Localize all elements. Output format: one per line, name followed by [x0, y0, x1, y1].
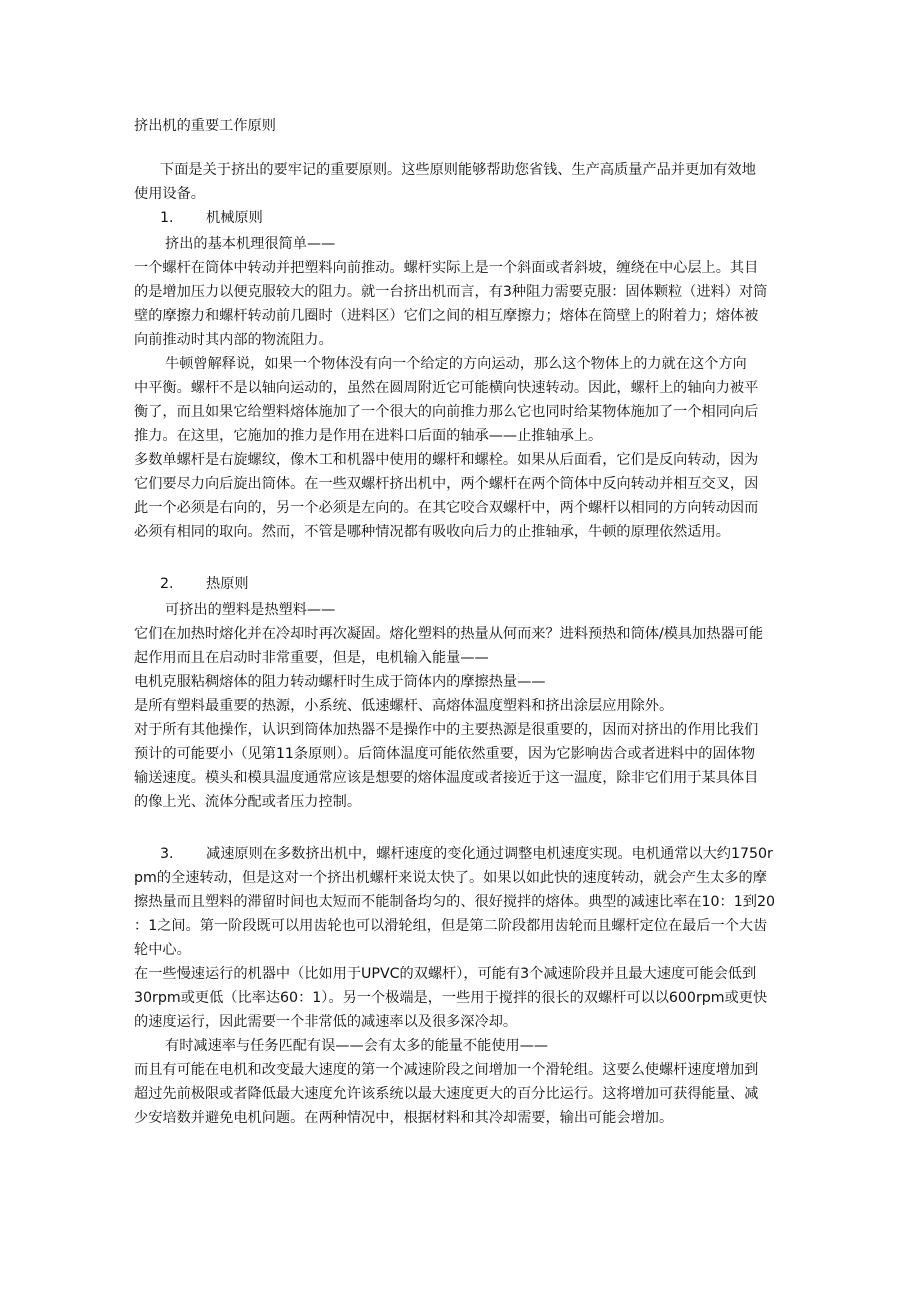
paragraph-line: ：1之间。第一阶段既可以用齿轮也可以滑轮组，但是第二阶段都用齿轮而且螺杆定位在最后一个大齿	[134, 918, 768, 934]
paragraph-line: 30rpm或更低（比率达60：1）。另一个极端是，一些用于搅拌的很长的双螺杆可以以600rpm或更快	[134, 990, 768, 1006]
section-first-line: 减速原则在多数挤出机中，螺杆速度的变化通过调整电机速度实现。电机通常以大约1750r	[206, 846, 773, 862]
section-1-heading	[134, 206, 814, 230]
paragraph-line: pm的全速转动，但是这对一个挤出机螺杆来说太快了。如果以如此快的速度转动，就会产生太多的摩	[134, 870, 767, 886]
paragraph-line: 而且有可能在电机和改变最大速度的第一个减速阶段之间增加一个滑轮组。这要么使螺杆速度增加到	[134, 1062, 759, 1078]
paragraph-line: 中平衡。螺杆不是以轴向运动的，虽然在圆周附近它可能横向快速转动。因此，螺杆上的轴向力被平	[134, 380, 759, 396]
section-title: 热原则	[206, 576, 249, 592]
paragraph-line: 一个螺杆在筒体中转动并把塑料向前推动。螺杆实际上是一个斜面或者斜坡，缠绕在中心层上。其目	[134, 260, 759, 276]
paragraph-line: 有时减速率与任务匹配有误——会有太多的能量不能使用——	[165, 1038, 549, 1054]
intro-line: 使用设备。	[134, 186, 205, 202]
paragraph-line: 的是增加压力以便克服较大的阻力。就一台挤出机而言，有3种阻力需要克服：固体颗粒（进料）对筒	[134, 284, 768, 300]
paragraph-line: 擦热量而且塑料的滞留时间也太短而不能制备均匀的、很好搅拌的熔体。典型的减速比率在10：1到20	[134, 894, 776, 910]
section-title: 机械原则	[206, 210, 263, 226]
document-page	[134, 114, 814, 1130]
paragraph-line: 在一些慢速运行的机器中（比如用于UPVC的双螺杆），可能有3个减速阶段并且最大速度可能会低到	[134, 966, 757, 982]
paragraph-line: 电机克服粘稠熔体的阻力转动螺杆时生成于筒体内的摩擦热量——	[134, 674, 546, 690]
paragraph-line: 推力。在这里，它施加的推力是作用在进料口后面的轴承——止推轴承上。	[134, 428, 603, 444]
paragraph-line: 轮中心。	[134, 942, 191, 958]
section-number: 3.	[160, 846, 174, 862]
paragraph-line: 多数单螺杆是右旋螺纹，像木工和机器中使用的螺杆和螺栓。如果从后面看，它们是反向转动，因为	[134, 452, 759, 468]
paragraph-line: 它们在加热时熔化并在冷却时再次凝固。熔化塑料的热量从何而来？进料预热和筒体/模具加热器可能	[134, 626, 764, 642]
paragraph-line: 的速度运行，因此需要一个非常低的减速率以及很多深冷却。	[134, 1014, 518, 1030]
section-3-heading	[134, 842, 814, 866]
paragraph-line: 衡了，而且如果它给塑料熔体施加了一个很大的向前推力那么它也同时给某物体施加了一个相同向后	[134, 404, 759, 420]
paragraph-line: 起作用而且在启动时非常重要，但是，电机输入能量——	[134, 650, 489, 666]
section-number: 2.	[160, 576, 174, 592]
paragraph-line: 超过先前极限或者降低最大速度允许该系统以最大速度更大的百分比运行。这将增加可获得能量、减	[134, 1086, 759, 1102]
section-number: 1.	[160, 210, 174, 226]
paragraph-line: 少安培数并避免电机问题。在两种情况中，根据材料和其冷却需要，输出可能会增加。	[134, 1110, 674, 1126]
paragraph-line: 向前推动时其内部的物流阻力。	[134, 332, 333, 348]
paragraph-line: 必须有相同的取向。然而，不管是哪种情况都有吸收向后力的止推轴承，牛顿的原理依然适用。	[134, 524, 730, 540]
paragraph-line: 挤出的基本机理很简单——	[165, 236, 336, 252]
paragraph-line: 对于所有其他操作，认识到筒体加热器不是操作中的主要热源是很重要的，因而对挤出的作用比我们	[134, 722, 759, 738]
paragraph-line: 可挤出的塑料是热塑料——	[165, 602, 336, 618]
paragraph-line: 牛顿曾解释说，如果一个物体没有向一个给定的方向运动，那么这个物体上的力就在这个方向	[165, 356, 747, 372]
paragraph-line: 输送速度。模头和模具温度通常应该是想要的熔体温度或者接近于这一温度，除非它们用于某具体目	[134, 770, 759, 786]
paragraph-line: 是所有塑料最重要的热源，小系统、低速螺杆、高熔体温度塑料和挤出涂层应用除外。	[134, 698, 674, 714]
intro-line: 下面是关于挤出的要牢记的重要原则。这些原则能够帮助您省钱、生产高质量产品并更加有效地	[160, 162, 756, 178]
paragraph-line: 的像上光、流体分配或者压力控制。	[134, 794, 362, 810]
paragraph-line: 预计的可能要小（见第11条原则）。后筒体温度可能依然重要，因为它影响齿合或者进料中的固体物	[134, 746, 756, 762]
section-2-heading	[134, 572, 814, 596]
paragraph-line: 它们要尽力向后旋出筒体。在一些双螺杆挤出机中，两个螺杆在两个筒体中反向转动并相互交叉，因	[134, 476, 759, 492]
paragraph-line: 此一个必须是右向的，另一个必须是左向的。在其它咬合双螺杆中，两个螺杆以相同的方向转动因而	[134, 500, 759, 516]
document-title: 挤出机的重要工作原则	[134, 118, 276, 134]
paragraph-line: 壁的摩擦力和螺杆转动前几圈时（进料区）它们之间的相互摩擦力；熔体在筒壁上的附着力；熔体被	[134, 308, 759, 324]
